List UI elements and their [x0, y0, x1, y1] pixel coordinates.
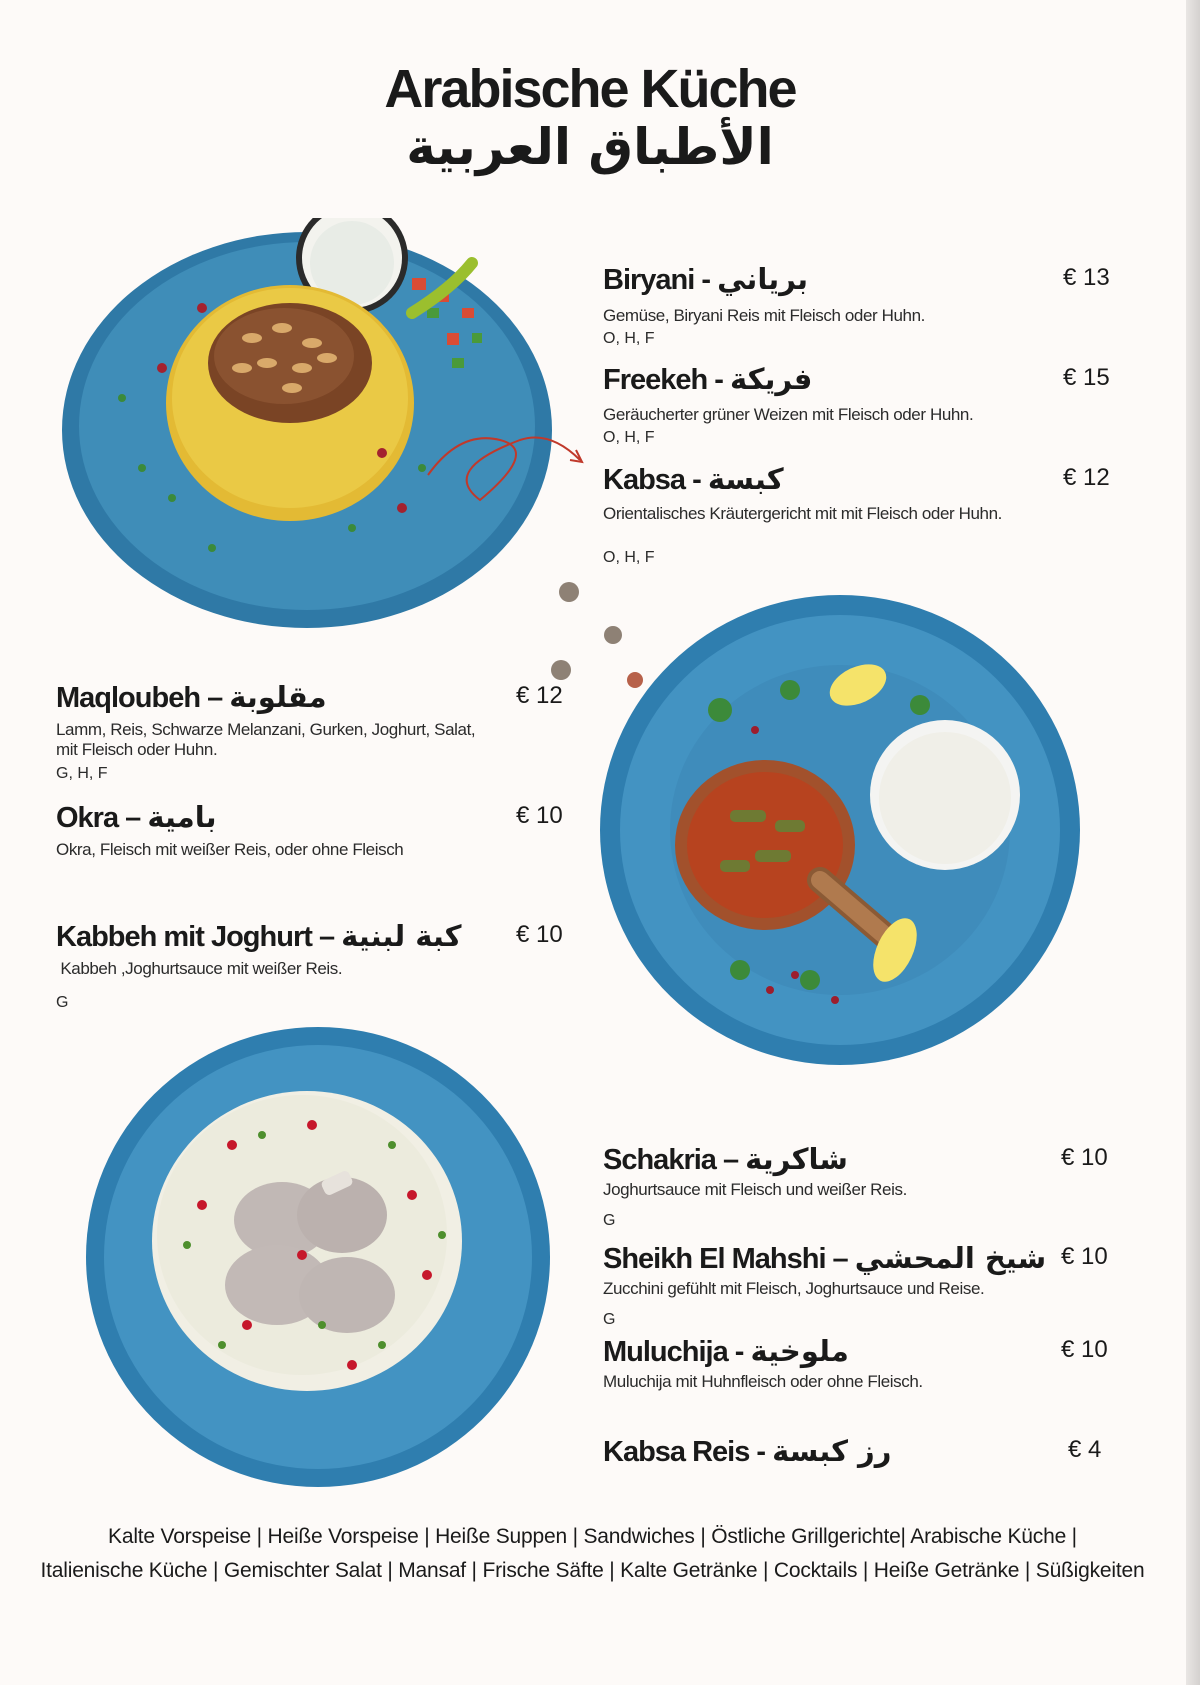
item-price: € 4	[1068, 1436, 1102, 1463]
item-description: Gemüse, Biryani Reis mit Fleisch oder Huhn.	[603, 306, 925, 325]
item-description: Zucchini gefühlt mit Fleisch, Joghurtsauce und Reise.	[603, 1279, 985, 1298]
okra-plate-image	[540, 580, 1100, 1080]
item-name: Sheikh El Mahshi –	[603, 1243, 855, 1275]
page-edge-shadow	[1186, 0, 1200, 1685]
item-price: € 12	[516, 682, 563, 709]
item-name: Maqloubeh –	[56, 682, 230, 714]
item-name-arabic: مقلوبة	[229, 680, 327, 714]
item-name-arabic: ملوخية	[750, 1334, 849, 1368]
item-name: Freekeh -	[603, 364, 730, 396]
item-allergens: G, H, F	[56, 765, 108, 782]
item-name-arabic: شاكرية	[745, 1142, 848, 1176]
item-description: Okra, Fleisch mit weißer Reis, oder ohne Fleisch	[56, 840, 404, 859]
item-name: Schakria –	[603, 1144, 746, 1176]
item-price: € 13	[1063, 264, 1110, 291]
item-name-arabic: كبة لبنية	[341, 919, 462, 953]
menu-item-schakria	[603, 1142, 1118, 1232]
item-name: Kabbeh mit Joghurt –	[56, 921, 342, 953]
item-name: Kabsa -	[603, 464, 708, 496]
menu-item-kabbeh-joghurt	[56, 919, 576, 1019]
footer-categories-line-1: Kalte Vorspeise | Heiße Vorspeise | Heiße Suppen | Sandwiches | Östliche Grillgerichte| Arabische Küche |	[108, 1525, 1077, 1548]
menu-item-sheikh-el-mahshi	[603, 1241, 1118, 1331]
item-price: € 15	[1063, 364, 1110, 391]
item-name: Muluchija -	[603, 1336, 751, 1368]
item-name-arabic: برياني	[717, 262, 809, 296]
item-allergens: O, H, F	[603, 429, 655, 446]
item-price: € 10	[1061, 1243, 1108, 1270]
footer-categories-line-2: Italienische Küche | Gemischter Salat | Mansaf | Frische Säfte | Kalte Getränke | Cocktails | Heiße Getränke | Süßigkeiten	[40, 1559, 1145, 1582]
menu-item-kabsa	[603, 462, 1118, 572]
item-description: Joghurtsauce mit Fleisch und weißer Reis.	[603, 1180, 907, 1199]
menu-item-okra	[56, 800, 576, 870]
menu-item-maqloubeh	[56, 680, 576, 790]
page-title: Arabische Küche	[384, 59, 796, 119]
menu-item-muluchija	[603, 1334, 1118, 1404]
menu-item-kabsa-reis	[603, 1434, 1118, 1474]
item-description: Lamm, Reis, Schwarze Melanzani, Gurken, Joghurt, Salat, mit Fleisch oder Huhn.	[56, 720, 476, 759]
item-name-arabic: شيخ المحشي	[854, 1241, 1047, 1275]
item-name-arabic: كبسة	[707, 462, 784, 496]
item-price: € 10	[1061, 1144, 1108, 1171]
item-description: Orientalisches Kräutergericht mit mit Fleisch oder Huhn.	[603, 504, 1002, 523]
item-allergens: O, H, F	[603, 330, 655, 347]
item-name-arabic: رز كبسة	[772, 1434, 892, 1468]
item-description: Geräucherter grüner Weizen mit Fleisch oder Huhn.	[603, 405, 974, 424]
item-name: Kabsa Reis -	[603, 1436, 773, 1468]
item-name: Biryani -	[603, 264, 718, 296]
item-price: € 12	[1063, 464, 1110, 491]
item-name-arabic: بامية	[147, 800, 217, 834]
menu-item-biryani	[603, 262, 1118, 352]
item-allergens: G	[603, 1311, 616, 1328]
item-name-arabic: فريكة	[730, 362, 813, 396]
item-allergens: O, H, F	[603, 549, 655, 566]
item-price: € 10	[516, 921, 563, 948]
shakria-plate-image	[82, 1025, 552, 1490]
item-price: € 10	[1061, 1336, 1108, 1363]
decorative-arrow	[420, 420, 590, 520]
page-title-arabic: الأطباق العربية	[406, 118, 774, 176]
item-allergens: G	[603, 1212, 616, 1229]
item-name: Okra –	[56, 802, 148, 834]
item-description: Muluchija mit Huhnfleisch oder ohne Fleisch.	[603, 1372, 923, 1391]
item-allergens: G	[56, 994, 69, 1011]
item-description: Kabbeh ,Joghurtsauce mit weißer Reis.	[56, 959, 343, 978]
menu-item-freekeh	[603, 362, 1118, 452]
item-price: € 10	[516, 802, 563, 829]
